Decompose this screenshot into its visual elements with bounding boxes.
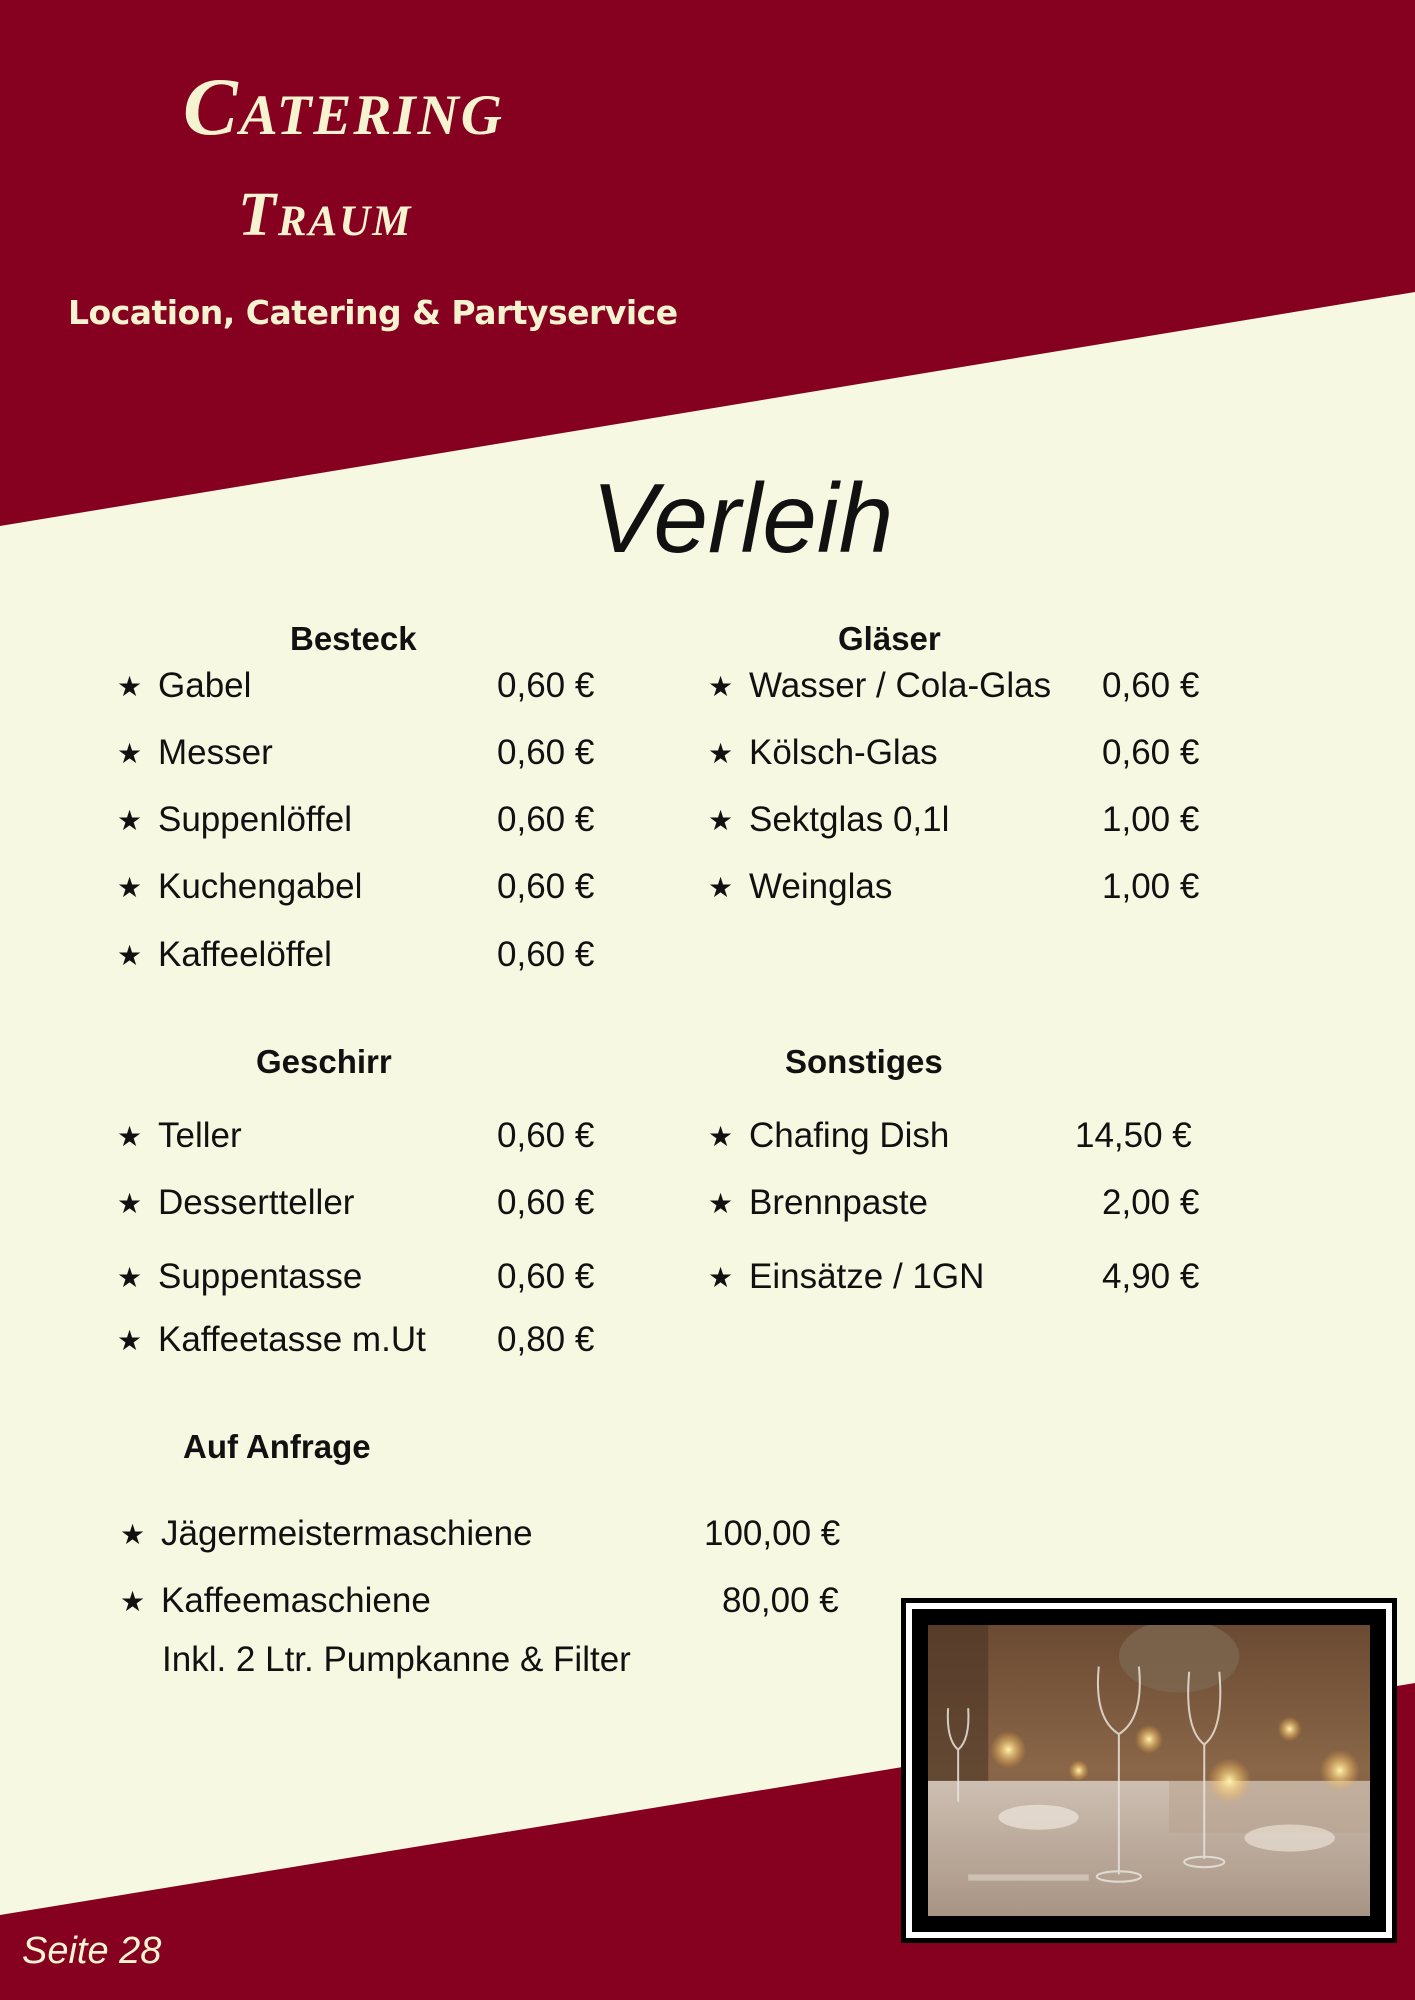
- brand-name-line2: Traum: [238, 181, 413, 249]
- brand-name-line1: Catering: [183, 61, 504, 152]
- star-icon: ★: [117, 1325, 143, 1356]
- star-icon: ★: [708, 872, 734, 903]
- item-name: Messer: [158, 733, 273, 772]
- item-name: Weinglas: [749, 867, 893, 906]
- item-name: Einsätze / 1GN: [749, 1257, 985, 1296]
- item-name: Suppenlöffel: [158, 800, 352, 839]
- item-price: 0,60 €: [497, 1116, 595, 1155]
- item-price: 0,60 €: [497, 733, 595, 772]
- item-name: Chafing Dish: [749, 1116, 950, 1155]
- page-number: Seite 28: [22, 1930, 162, 1972]
- star-icon: ★: [708, 805, 734, 836]
- item-note: Inkl. 2 Ltr. Pumpkanne & Filter: [162, 1640, 631, 1679]
- star-icon: ★: [708, 1121, 734, 1152]
- item-price: 0,60 €: [497, 1257, 595, 1296]
- item-name: Kölsch-Glas: [749, 733, 938, 772]
- table-setting-photo: [928, 1625, 1370, 1916]
- item-name: Gabel: [158, 666, 252, 705]
- brand-tagline: Location, Catering & Partyservice: [68, 293, 678, 332]
- item-name: Suppentasse: [158, 1257, 363, 1296]
- star-icon: ★: [117, 1121, 143, 1152]
- item-price: 0,60 €: [497, 666, 595, 705]
- section-heading-geschirr: Geschirr: [256, 1043, 392, 1080]
- item-price: 14,50 €: [1075, 1116, 1192, 1155]
- item-price: 2,00 €: [1102, 1183, 1200, 1222]
- star-icon: ★: [120, 1519, 146, 1550]
- item-price: 1,00 €: [1102, 800, 1200, 839]
- item-price: 100,00 €: [704, 1514, 841, 1553]
- item-price: 0,60 €: [1102, 666, 1200, 705]
- item-price: 0,60 €: [497, 935, 595, 974]
- item-name: Kaffeelöffel: [158, 935, 332, 974]
- section-heading-glaeser: Gläser: [838, 620, 941, 657]
- item-price: 0,60 €: [497, 1183, 595, 1222]
- item-price: 0,60 €: [497, 867, 595, 906]
- item-name: Kaffeemaschiene: [161, 1581, 431, 1620]
- item-price: 80,00 €: [722, 1581, 839, 1620]
- item-name: Kuchengabel: [158, 867, 363, 906]
- section-heading-besteck: Besteck: [290, 620, 417, 657]
- page-title: Verleih: [591, 463, 894, 573]
- star-icon: ★: [117, 1188, 143, 1219]
- table-setting-photo-frame: [901, 1598, 1397, 1943]
- item-name: Sektglas 0,1l: [749, 800, 950, 839]
- item-name: Dessertteller: [158, 1183, 355, 1222]
- section-heading-auf-anfrage: Auf Anfrage: [183, 1428, 371, 1465]
- item-price: 4,90 €: [1102, 1257, 1200, 1296]
- section-heading-sonstiges: Sonstiges: [785, 1043, 943, 1080]
- star-icon: ★: [117, 738, 143, 769]
- item-name: Teller: [158, 1116, 242, 1155]
- item-name: Kaffeetasse m.Ut: [158, 1320, 426, 1359]
- item-price: 0,60 €: [1102, 733, 1200, 772]
- star-icon: ★: [117, 671, 143, 702]
- item-price: 0,60 €: [497, 800, 595, 839]
- star-icon: ★: [117, 1262, 143, 1293]
- item-price: 1,00 €: [1102, 867, 1200, 906]
- star-icon: ★: [117, 872, 143, 903]
- star-icon: ★: [708, 738, 734, 769]
- star-icon: ★: [708, 671, 734, 702]
- star-icon: ★: [120, 1586, 146, 1617]
- star-icon: ★: [708, 1262, 734, 1293]
- star-icon: ★: [117, 805, 143, 836]
- star-icon: ★: [708, 1188, 734, 1219]
- item-name: Brennpaste: [749, 1183, 929, 1222]
- item-price: 0,80 €: [497, 1320, 595, 1359]
- item-name: Jägermeistermaschiene: [161, 1514, 533, 1553]
- star-icon: ★: [117, 940, 143, 971]
- item-name: Wasser / Cola-Glas: [749, 666, 1052, 705]
